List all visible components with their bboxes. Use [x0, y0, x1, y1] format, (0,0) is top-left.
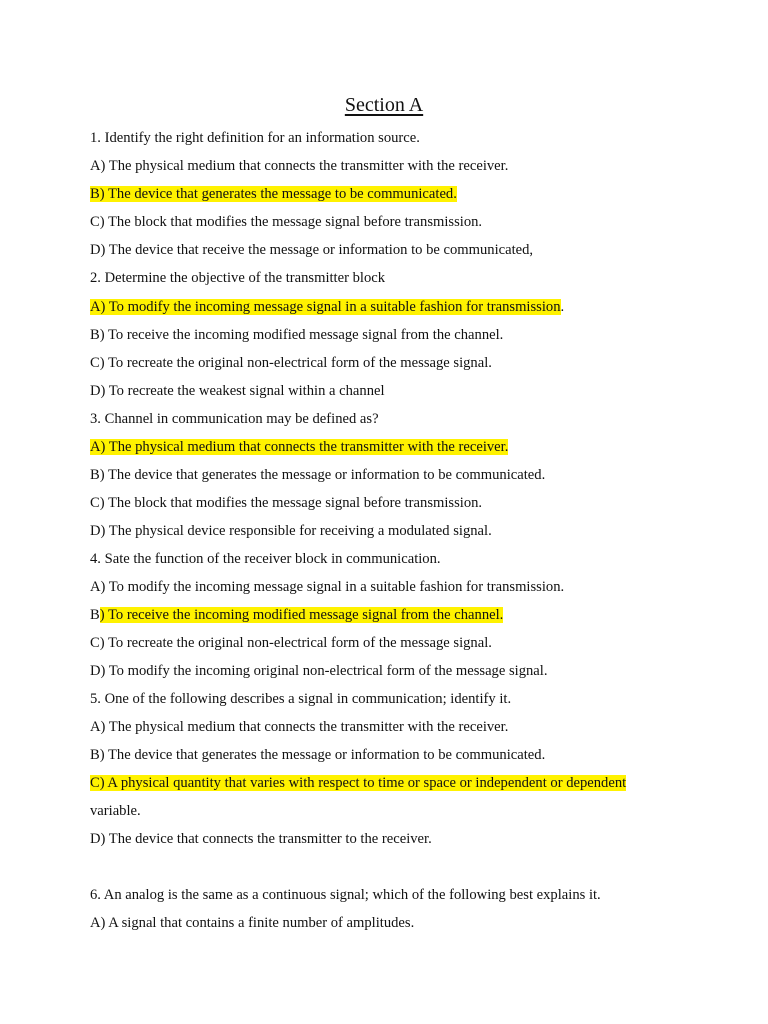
document-line [90, 885, 601, 905]
line-text: B) The device that generates the message or information to be communicated. [90, 467, 546, 483]
document-line [90, 661, 547, 681]
highlighted-answer: C) A physical quantity that varies with respect to time or space or independent or dependent [90, 775, 627, 791]
line-text: D) The device that connects the transmitter to the receiver. [90, 831, 432, 847]
document-line [90, 773, 626, 793]
line-text: C) The block that modifies the message signal before transmission. [90, 495, 483, 511]
document-line [90, 801, 141, 821]
line-text: C) To recreate the original non-electrical form of the message signal. [90, 355, 492, 371]
document-line [90, 128, 420, 148]
document-line [90, 297, 564, 317]
line-text: C) To recreate the original non-electrical form of the message signal. [90, 635, 492, 651]
document-line [90, 381, 385, 401]
document-line [90, 212, 482, 232]
document-line [90, 605, 503, 625]
document-line [90, 409, 379, 429]
document-line [90, 268, 385, 288]
document-line [90, 437, 508, 457]
document-line [90, 240, 533, 260]
line-prefix: B [90, 607, 100, 623]
line-text: A) A signal that contains a finite number of amplitudes. [90, 915, 415, 931]
highlighted-answer: B) The device that generates the message to be communicated. [90, 186, 457, 202]
document-line [90, 465, 545, 485]
line-text: A) The physical medium that connects the transmitter with the receiver. [90, 158, 509, 174]
line-text: 1. Identify the right definition for an information source. [90, 130, 420, 146]
document-line [90, 353, 492, 373]
line-text: 3. Channel in communication may be defined as? [90, 411, 379, 427]
document-line [90, 325, 503, 345]
line-text: D) To modify the incoming original non-electrical form of the message signal. [90, 663, 548, 679]
document-line [90, 184, 457, 204]
section-title: Section A [344, 94, 424, 116]
document-line [90, 521, 492, 541]
line-text: 2. Determine the objective of the transmitter block [90, 270, 386, 286]
line-text: 4. Sate the function of the receiver block in communication. [90, 551, 441, 567]
line-text: D) To recreate the weakest signal within a channel [90, 383, 385, 399]
line-text: A) To modify the incoming message signal in a suitable fashion for transmission. [90, 579, 565, 595]
document-line [90, 156, 508, 176]
line-text: 5. One of the following describes a signal in communication; identify it. [90, 691, 512, 707]
highlighted-answer: ) To receive the incoming modified message signal from the channel. [99, 607, 504, 623]
line-text: D) The physical device responsible for receiving a modulated signal. [90, 523, 492, 539]
line-text: 6. An analog is the same as a continuous signal; which of the following best explains it. [90, 887, 601, 903]
highlighted-answer: A) The physical medium that connects the transmitter with the receiver. [90, 439, 509, 455]
document-line [90, 577, 564, 597]
line-text: B) To receive the incoming modified message signal from the channel. [90, 327, 504, 343]
line-text: B) The device that generates the message or information to be communicated. [90, 747, 546, 763]
document-line [90, 913, 414, 933]
line-text: . [560, 299, 565, 315]
line-text: A) The physical medium that connects the transmitter with the receiver. [90, 719, 509, 735]
document-line [90, 745, 545, 765]
line-text: C) The block that modifies the message signal before transmission. [90, 214, 483, 230]
document-line [90, 829, 432, 849]
document-line [90, 689, 511, 709]
document-line [90, 633, 492, 653]
document-line [90, 493, 482, 513]
line-text: variable. [90, 803, 141, 819]
document-line [90, 549, 441, 569]
line-text: D) The device that receive the message or information to be communicated, [90, 242, 534, 258]
highlighted-answer: A) To modify the incoming message signal in a suitable fashion for transmission [90, 299, 561, 315]
document-line [90, 717, 508, 737]
